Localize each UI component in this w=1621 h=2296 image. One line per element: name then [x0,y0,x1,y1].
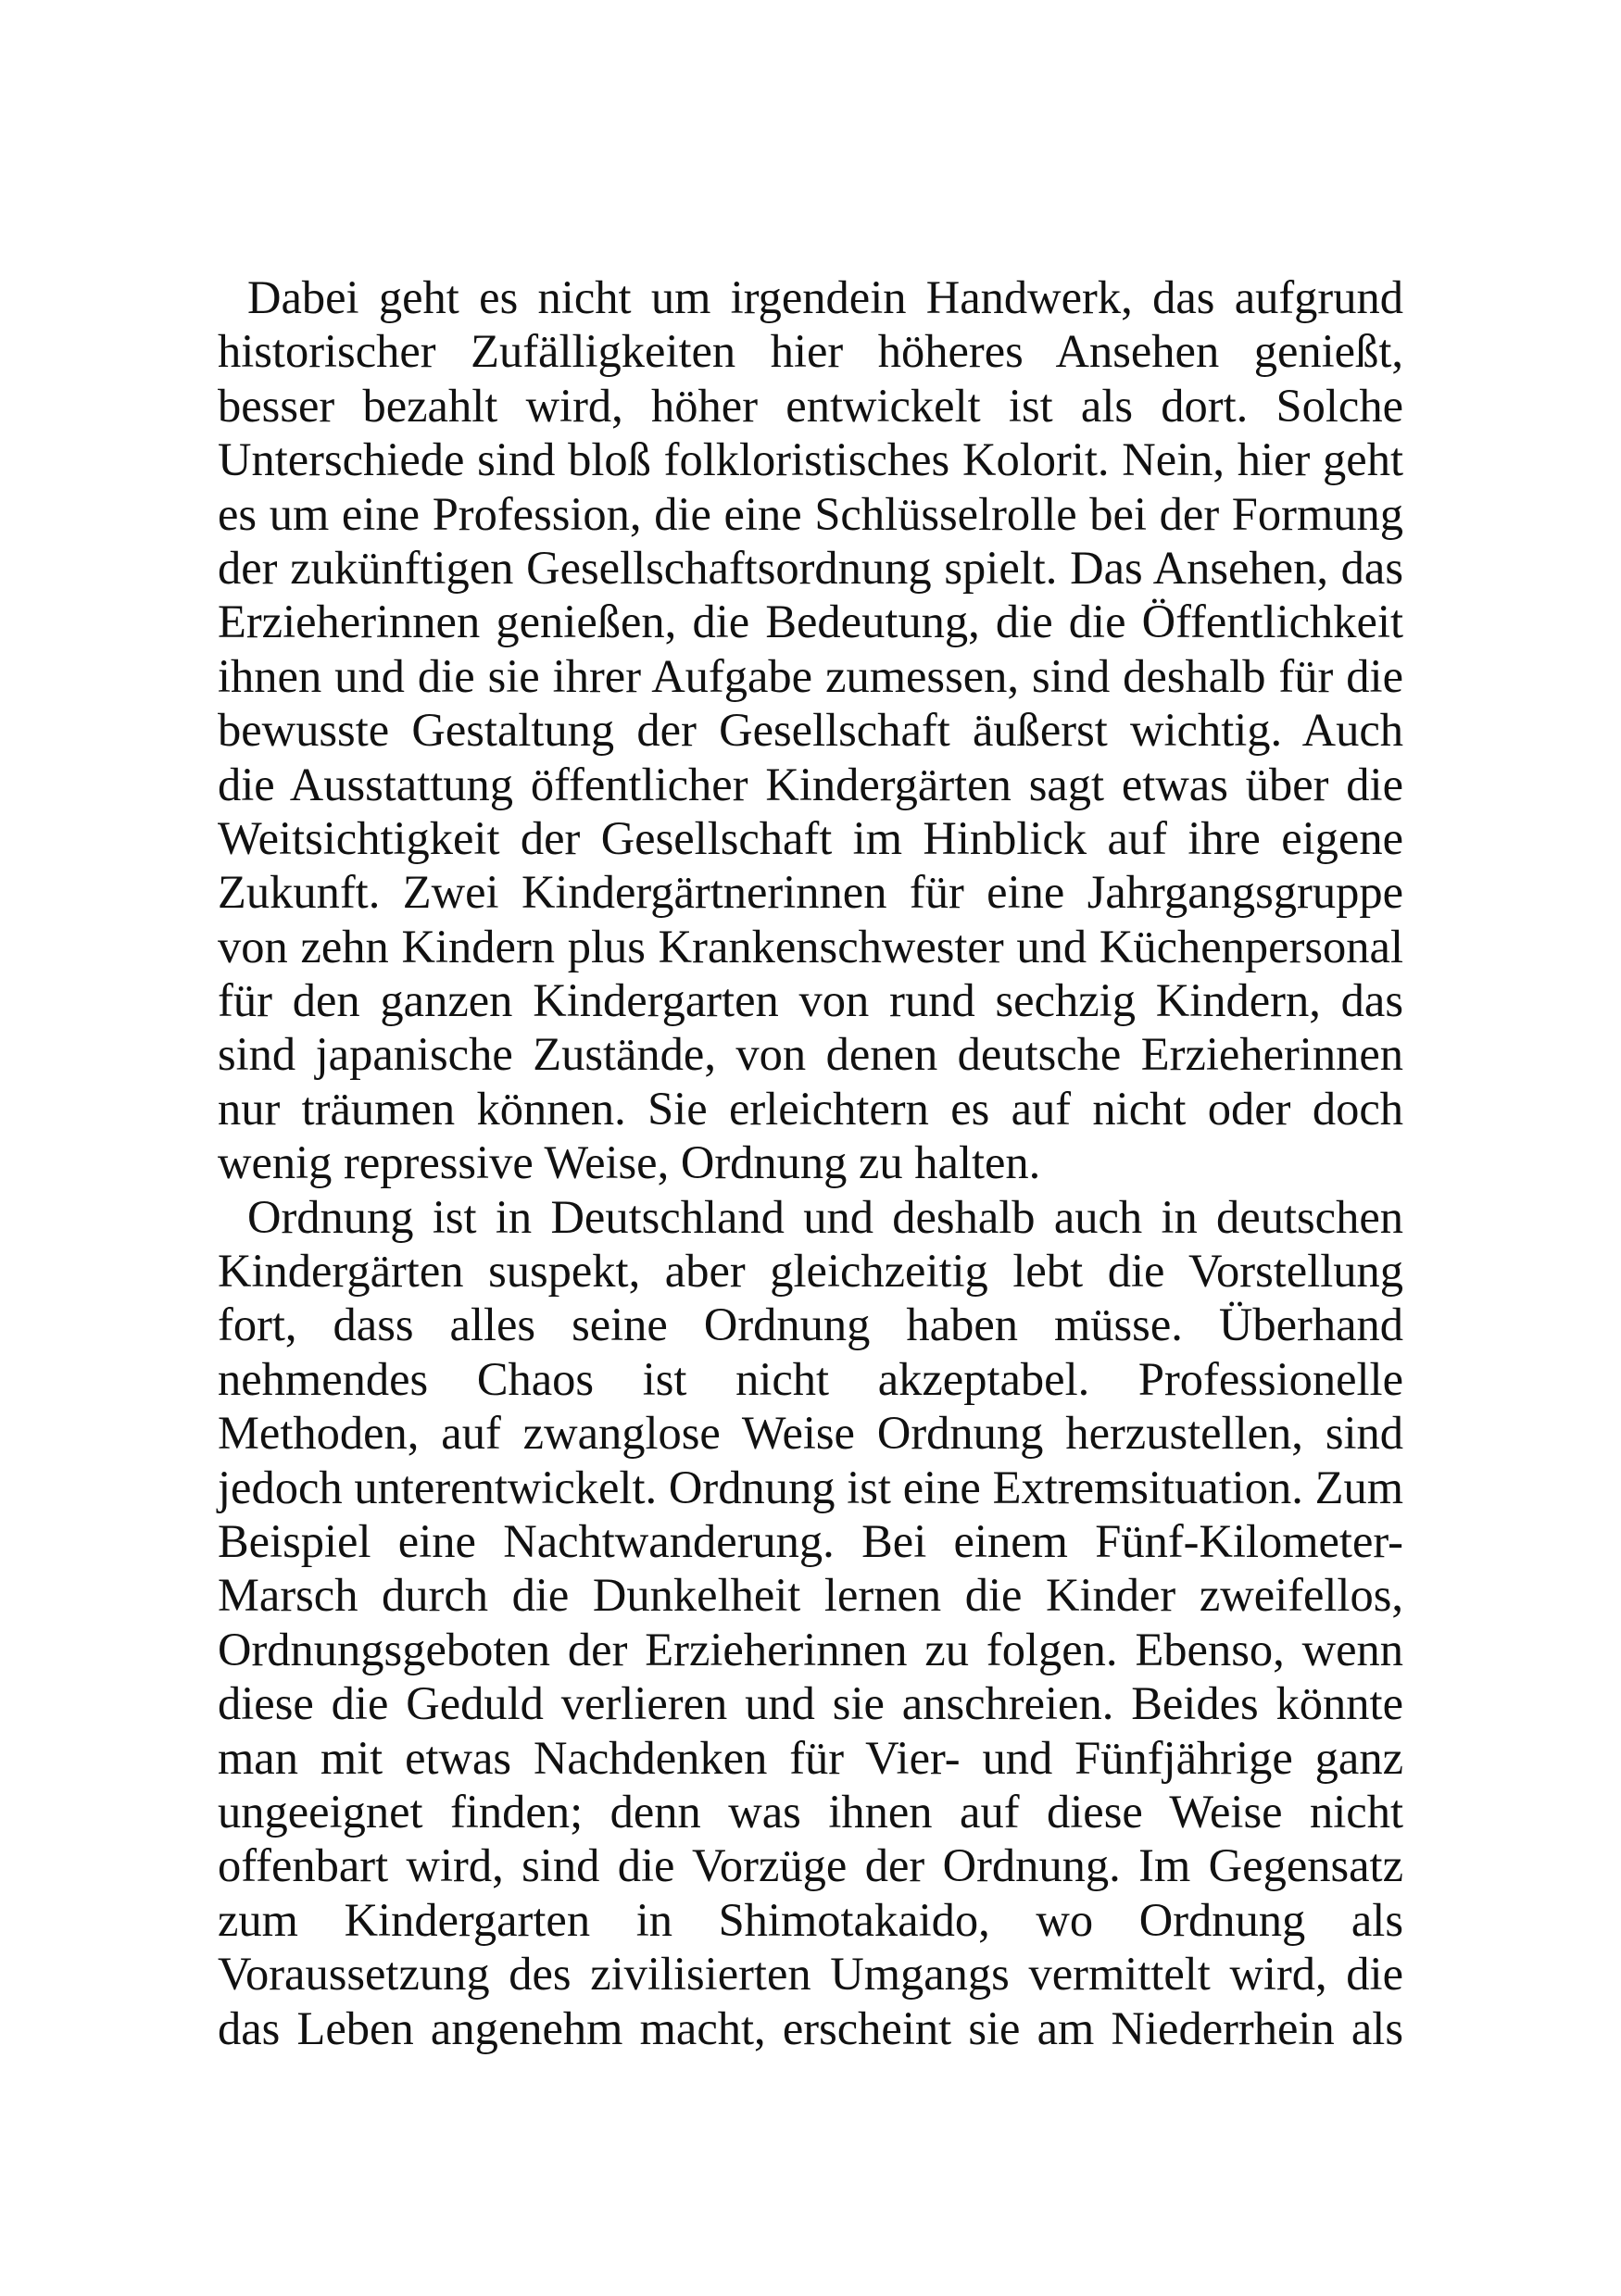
text-line: sind japanische Zustände, von denen deutsche Erzieherinnen [218,1028,1403,1081]
paragraph-1 [218,270,1403,1190]
paragraph-2 [218,1190,1403,2055]
text-line: Zukunft. Zwei Kindergärtnerinnen für eine Jahrgangsgruppe [218,866,1403,919]
text-line: der zukünftigen Gesellschaftsordnung spielt. Das Ansehen, das [218,541,1403,594]
text-line: Weitsichtigkeit der Gesellschaft im Hinblick auf ihre eigene [218,811,1403,864]
text-line: nehmendes Chaos ist nicht akzeptabel. Professionelle [218,1352,1403,1405]
text-line: das Leben angenehm macht, erscheint sie am Niederrhein als [218,2001,1403,2054]
text-line: die Ausstattung öffentlicher Kindergärten sagt etwas über die [218,758,1403,810]
text-line: Methoden, auf zwanglose Weise Ordnung herzustellen, sind [218,1407,1403,1460]
text-line: bewusste Gestaltung der Gesellschaft äußerst wichtig. Auch [218,704,1403,757]
text-line: von zehn Kindern plus Krankenschwester und Küchenpersonal [218,920,1403,972]
text-line: es um eine Profession, die eine Schlüsselrolle bei der Formung [218,487,1403,540]
text-line: Unterschiede sind bloß folkloristisches Kolorit. Nein, hier geht [218,433,1403,486]
text-line: man mit etwas Nachdenken für Vier- und Fünfjährige ganz [218,1731,1403,1784]
text-line: Voraussetzung des zivilisierten Umgangs vermittelt wird, die [218,1948,1403,2001]
text-line: nur träumen können. Sie erleichtern es auf nicht oder doch [218,1082,1403,1135]
text-line: historischer Zufälligkeiten hier höheres Ansehen genießt, [218,325,1403,378]
text-line: Ordnungsgeboten der Erzieherinnen zu folgen. Ebenso, wenn [218,1623,1403,1675]
text-line: besser bezahlt wird, höher entwickelt ist als dort. Solche [218,379,1403,432]
text-line: ihnen und die sie ihrer Aufgabe zumessen, sind deshalb für die [218,649,1403,702]
text-line: für den ganzen Kindergarten von rund sechzig Kindern, das [218,974,1403,1027]
text-line: ungeeignet finden; denn was ihnen auf diese Weise nicht [218,1785,1403,1838]
text-line: fort, dass alles seine Ordnung haben müsse. Überhand [218,1299,1403,1351]
text-line: jedoch unterentwickelt. Ordnung ist eine Extremsituation. Zum [218,1461,1403,1513]
text-line: Beispiel eine Nachtwanderung. Bei einem Fünf-Kilometer- [218,1514,1403,1567]
text-line: offenbart wird, sind die Vorzüge der Ordnung. Im Gegensatz [218,1839,1403,1892]
text-line: Ordnung ist in Deutschland und deshalb auch in deutschen [247,1190,1403,1243]
text-line: Marsch durch die Dunkelheit lernen die Kinder zweifellos, [218,1569,1403,1622]
text-line: Erzieherinnen genießen, die Bedeutung, die die Öffentlichkeit [218,596,1403,648]
text-line: diese die Geduld verlieren und sie anschreien. Beides könnte [218,1677,1403,1730]
text-line: zum Kindergarten in Shimotakaido, wo Ordnung als [218,1893,1403,1946]
text-line: Dabei geht es nicht um irgendein Handwerk, das aufgrund [247,271,1403,323]
text-line: wenig repressive Weise, Ordnung zu halten. [218,1136,1041,1189]
body-text [218,270,1403,2055]
text-line: Kindergärten suspekt, aber gleichzeitig lebt die Vorstellung [218,1245,1403,1298]
